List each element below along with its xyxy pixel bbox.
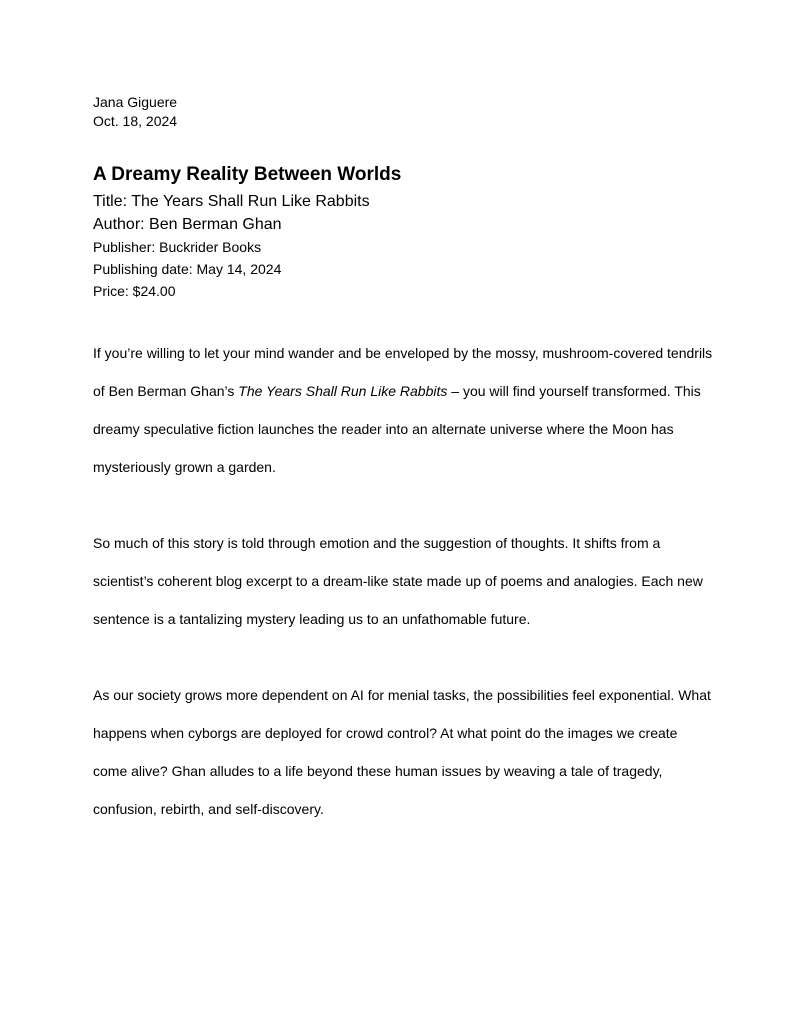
book-publishing-date: Publishing date: May 14, 2024 [93, 261, 282, 277]
book-publisher: Publisher: Buckrider Books [93, 239, 262, 255]
reviewer-name: Jana Giguere [93, 94, 178, 110]
book-author: Author: Ben Berman Ghan [93, 216, 282, 233]
book-title: Title: The Years Shall Run Like Rabbits [93, 193, 370, 210]
paragraph-1-text-before: If you’re willing to let your mind wander and be enveloped by the mossy, mushroom-covered tendrils of Ben Berman Ghan’s [93, 345, 713, 399]
paragraph-1 [93, 334, 713, 486]
book-price: Price: $24.00 [93, 283, 176, 299]
paragraph-1-book-title-italic: The Years Shall Run Like Rabbits [238, 383, 448, 399]
paragraph-3: As our society grows more dependent on AI for menial tasks, the possibilities feel exponential. What happens when cyborgs are deployed for crowd control? At what point do the images we create come alive? Ghan alludes to a life beyond these human issues by weaving a tale of tragedy, confusion, rebirth, and self-discovery. [93, 687, 711, 817]
review-date: Oct. 18, 2024 [93, 113, 178, 129]
review-title: A Dreamy Reality Between Worlds [93, 164, 402, 185]
document-page [93, 93, 713, 828]
paragraph-1-text-after: – you will find yourself transformed. This dreamy speculative fiction launches the reader into an alternate universe where the Moon has mysteriously grown a garden. [93, 383, 701, 475]
paragraph-2: So much of this story is told through emotion and the suggestion of thoughts. It shifts from a scientist’s coherent blog excerpt to a dream-like state made up of poems and analogies. Each new sentence is a tantalizing mystery leading us to an unfathomable future. [93, 535, 703, 627]
